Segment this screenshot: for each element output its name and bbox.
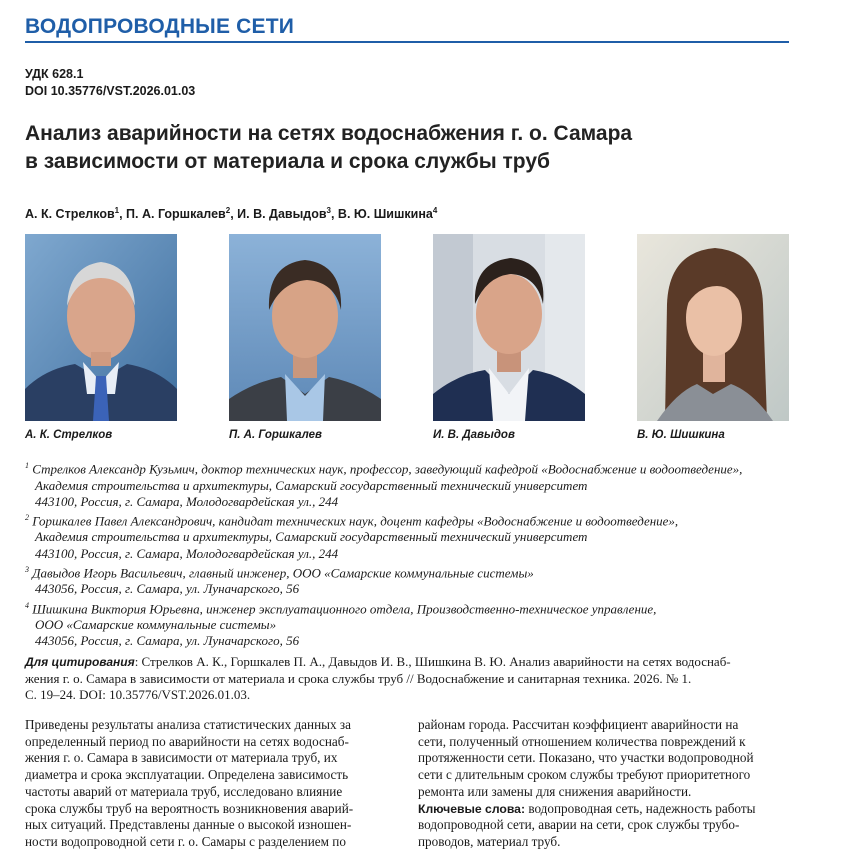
- photo-caption: В. Ю. Шишкина: [637, 429, 725, 441]
- abstract-line: частоты аварий от материала труб, исследовано влияние: [25, 783, 343, 799]
- abstract-line: диаметра и срока эксплуатации. Определена зависимость: [25, 767, 349, 783]
- abstract-line: ности водопроводной сети г. о. Самары с разделением по: [25, 833, 346, 849]
- affiliation-line: 443100, Россия, г. Самара, Молодогвардейская ул., 244: [35, 493, 339, 509]
- author-list: [25, 206, 437, 221]
- keywords-line: водопроводной сети, аварии на сети, срок службы трубо-: [418, 817, 740, 833]
- affiliation-line: Академия строительства и архитектуры, Самарский государственный технический университет: [35, 477, 588, 493]
- abstract-line: районам города. Рассчитан коэффициент аварийности на: [418, 717, 739, 732]
- photo-caption: И. В. Давыдов: [433, 429, 515, 441]
- author-photo-strelkov: [25, 234, 177, 421]
- citation: [25, 654, 795, 704]
- author-sep: ,: [330, 207, 338, 222]
- keywords-line: Ключевые слова: водопроводная сеть, надежность работы: [418, 800, 756, 816]
- photo-caption: П. А. Горшкалев: [229, 429, 322, 441]
- affiliation-line: $^3$ Давыдов Игорь Васильевич, главный инженер, ООО «Самарские коммунальные системы»: [25, 564, 534, 581]
- author-sep: ,: [119, 207, 127, 222]
- affiliations: [25, 458, 815, 650]
- author-sup: 4: [432, 206, 438, 215]
- abstract-left-column: [25, 717, 400, 851]
- section-rule: [25, 41, 789, 43]
- title-line: в зависимости от материала и срока службы труб: [25, 150, 550, 173]
- photo-caption: А. К. Стрелков: [25, 429, 113, 441]
- abstract-line: протяженности сети. Показано, что участки водопроводной: [418, 750, 754, 766]
- abstract-line: Приведены результаты анализа статистических данных за: [25, 717, 351, 732]
- affiliation-sup: 2: [25, 512, 29, 522]
- affiliation-sup: 1: [25, 461, 29, 470]
- affiliation-line: 443056, Россия, г. Самара, ул. Луначарского, 56: [35, 633, 300, 649]
- abstract-right-column: [418, 717, 793, 851]
- affiliation-line: $^1$ Стрелков Александр Кузьмич, доктор технических наук, профессор, заведующий кафедрой «Водоснабжение и водоотведение»,: [25, 461, 743, 477]
- author-photo-gorshkalev: [229, 234, 381, 421]
- author-name: И. В. Давыдов: [237, 207, 327, 222]
- abstract-line: ремонта или замены для снижения аварийности.: [418, 783, 692, 799]
- keywords-line: проводов, материал труб.: [418, 833, 561, 849]
- abstract-line: ных ситуаций. Представлены данные о высокой изношен-: [25, 817, 352, 833]
- title-line: Анализ аварийности на сетях водоснабжения г. о. Самара: [25, 122, 633, 145]
- affiliation-sup: 3: [25, 564, 29, 574]
- citation-label: Для цитирования: [25, 655, 135, 669]
- abstract-line: определенный период по аварийности на сетях водоснаб-: [25, 733, 349, 749]
- author-name: А. К. Стрелков: [25, 207, 115, 222]
- affiliation-sup: 4: [25, 600, 29, 610]
- citation-line: жения г. о. Самара в зависимости от материала и срока службы труб // Водоснабжение и санитарная техника. 2026. № 1.: [25, 670, 692, 686]
- section-title: ВОДОПРОВОДНЫЕ СЕТИ: [25, 15, 295, 38]
- author-sup: 1: [114, 206, 120, 215]
- abstract-line: сети, полученный отношением количества повреждений к: [418, 733, 746, 749]
- udc-code: УДК 628.1: [25, 67, 84, 81]
- author-sup: 3: [326, 206, 331, 215]
- citation-line: С. 19–24. DOI: 10.35776/VST.2026.01.03.: [25, 687, 251, 702]
- author-sup: 2: [225, 206, 231, 215]
- author-name: В. Ю. Шишкина: [337, 207, 433, 222]
- author-name: П. А. Горшкалев: [126, 207, 226, 222]
- author-photo-shishkina: [637, 234, 789, 421]
- article-title: [25, 120, 805, 176]
- keywords-label: Ключевые слова:: [418, 801, 526, 816]
- affiliation-line: ООО «Самарские коммунальные системы»: [35, 617, 277, 633]
- affiliation-line: $^2$ Горшкалев Павел Александрович, кандидат технических наук, доцент кафедры «Водоснабжение и водоотведение»,: [25, 512, 679, 529]
- abstract-line: срока службы труб на вероятность возникновения аварий-: [25, 800, 354, 816]
- affiliation-line: 443100, Россия, г. Самара, Молодогвардейская ул., 244: [35, 545, 339, 561]
- affiliation-line: Академия строительства и архитектуры, Самарский государственный технический университет: [35, 529, 588, 545]
- abstract-line: сети с длительным сроком службы требуют приоритетного: [418, 767, 751, 783]
- abstract-line: жения г. о. Самара в зависимости от материала труб, их: [25, 750, 338, 766]
- author-photo-davydov: [433, 234, 585, 421]
- author-sep: ,: [230, 207, 238, 222]
- citation-line: Для цитирования: Стрелков А. К., Горшкалев П. А., Давыдов И. В., Шишкина В. Ю. Анализ аварийности на сетях водоснаб-: [25, 654, 731, 669]
- doi: DOI 10.35776/VST.2026.01.03: [25, 84, 196, 98]
- affiliation-line: $^4$ Шишкина Виктория Юрьевна, инженер эксплуатационного отдела, Производственно-техническое управление,: [25, 600, 657, 616]
- affiliation-line: 443056, Россия, г. Самара, ул. Луначарского, 56: [35, 581, 300, 597]
